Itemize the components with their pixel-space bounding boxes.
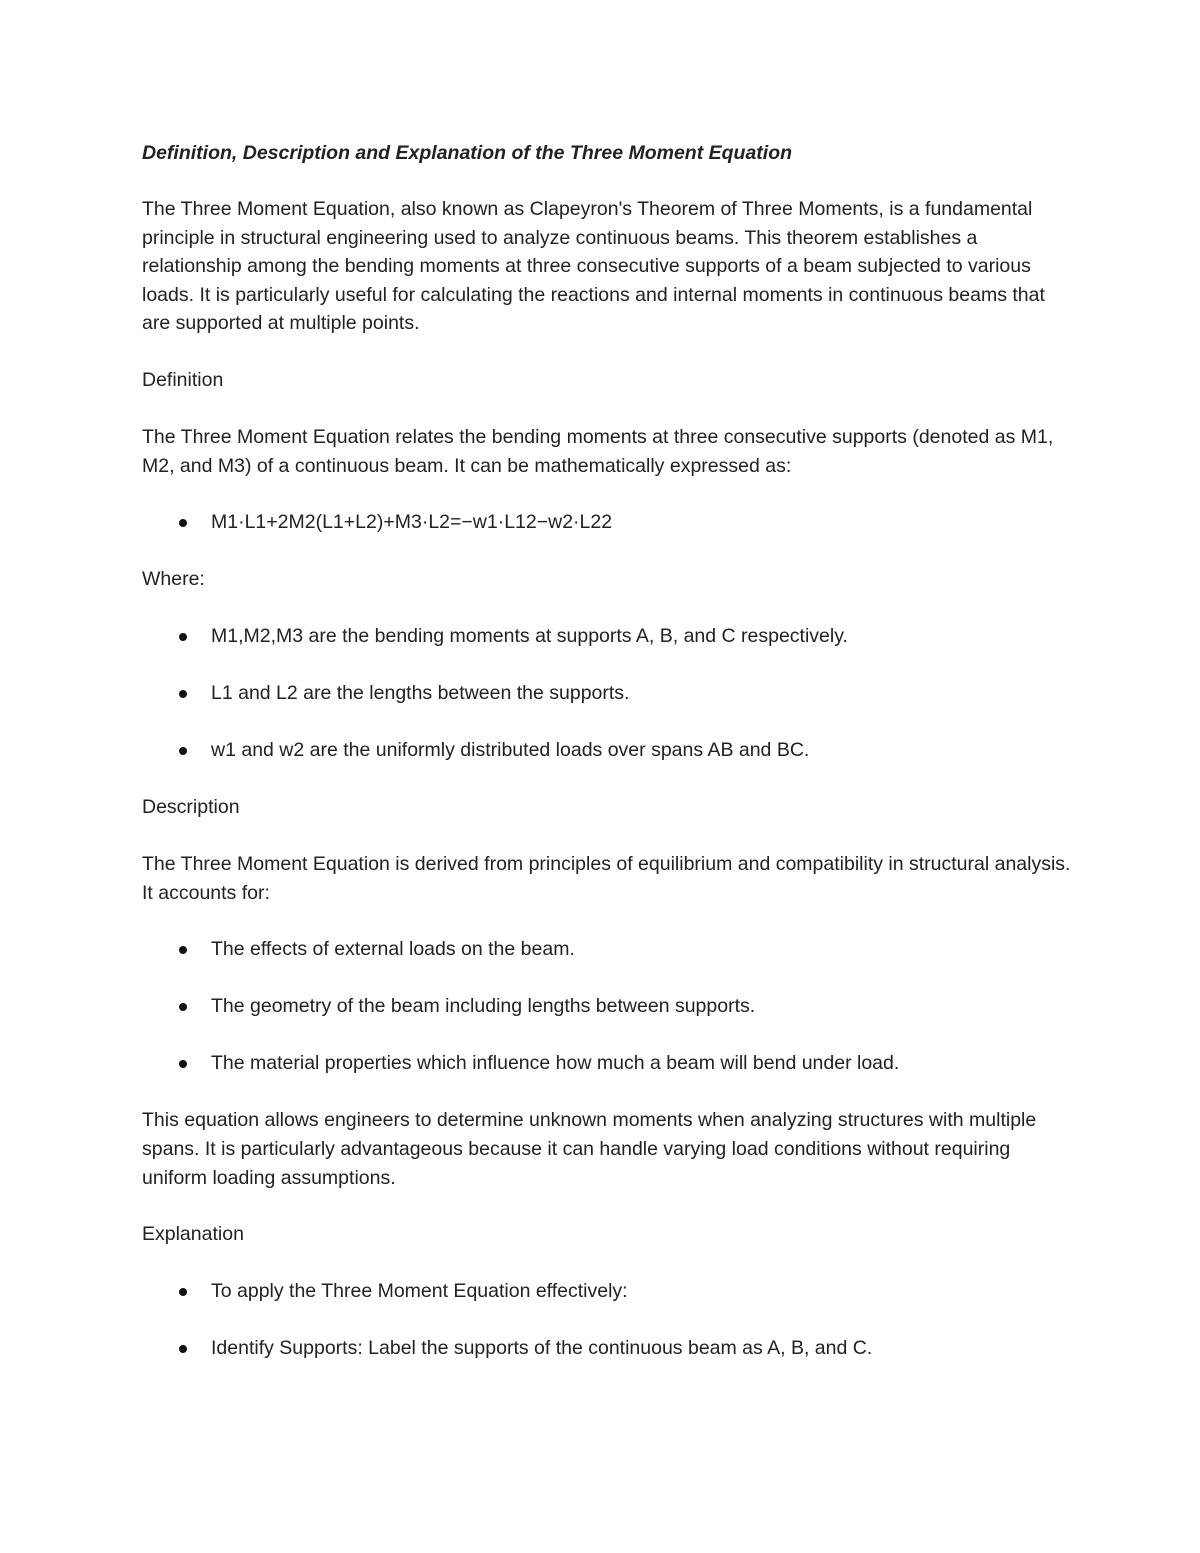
bullet-icon <box>179 1060 187 1068</box>
list-item-text: The geometry of the beam including lengths between supports. <box>211 995 756 1018</box>
closing-paragraph: This equation allows engineers to determine unknown moments when analyzing structures with multiple spans. It is particularly advantageous because it can handle varying load conditions without requiring uniform loading assumptions. <box>142 1109 1037 1189</box>
explanation-heading: Explanation <box>142 1223 244 1246</box>
definition-heading: Definition <box>142 368 224 391</box>
bullet-icon <box>179 690 187 698</box>
bullet-icon <box>179 747 187 755</box>
list-item <box>142 935 1072 964</box>
where-list <box>142 622 1072 765</box>
bullet-icon <box>179 1003 187 1011</box>
description-heading: Description <box>142 796 240 819</box>
intro-paragraph: The Three Moment Equation, also known as Clapeyron's Theorem of Three Moments, is a fundamental principle in structural engineering used to analyze continuous beams. This theorem establishes a relationship among the bending moments at three consecutive supports of a beam subjected to various loads. It is particularly useful for calculating the reactions and internal moments in continuous beams that are supported at multiple points. <box>142 198 1045 335</box>
list-item-text: w1 and w2 are the uniformly distributed loads over spans AB and BC. <box>211 739 810 762</box>
bullet-icon <box>179 1345 187 1353</box>
explanation-list <box>142 1277 1072 1363</box>
list-item-text: M1,M2,M3 are the bending moments at supports A, B, and C respectively. <box>211 625 848 648</box>
list-item-text: Identify Supports: Label the supports of the continuous beam as A, B, and C. <box>211 1337 873 1360</box>
list-item-text: To apply the Three Moment Equation effectively: <box>211 1280 628 1303</box>
equation-text: M1·L1+2M2(L1+L2)+M3·L2=−w1·L12−w2·L22 <box>211 511 613 534</box>
description-list <box>142 935 1072 1078</box>
document-page <box>142 138 1072 1391</box>
bullet-icon <box>179 633 187 641</box>
list-item-text: L1 and L2 are the lengths between the supports. <box>211 682 630 705</box>
where-label: Where: <box>142 568 205 591</box>
list-item-text: The effects of external loads on the beam. <box>211 938 575 961</box>
bullet-icon <box>179 946 187 954</box>
list-item <box>142 622 1072 651</box>
list-item <box>142 992 1072 1021</box>
list-item <box>142 1334 1072 1363</box>
equation-list <box>142 508 1072 537</box>
description-paragraph: The Three Moment Equation is derived from principles of equilibrium and compatibility in structural analysis. It accounts for: <box>142 853 1071 904</box>
list-item <box>142 1277 1072 1306</box>
list-item <box>142 1049 1072 1078</box>
bullet-icon <box>179 519 187 527</box>
definition-paragraph: The Three Moment Equation relates the bending moments at three consecutive supports (denoted as M1, M2, and M3) of a continuous beam. It can be mathematically expressed as: <box>142 425 1054 477</box>
bullet-icon <box>179 1288 187 1296</box>
list-item-equation <box>142 508 1072 537</box>
list-item <box>142 679 1072 708</box>
list-item-text: The material properties which influence how much a beam will bend under load. <box>211 1052 900 1075</box>
document-title: Definition, Description and Explanation of the Three Moment Equation <box>142 142 793 164</box>
list-item <box>142 736 1072 765</box>
